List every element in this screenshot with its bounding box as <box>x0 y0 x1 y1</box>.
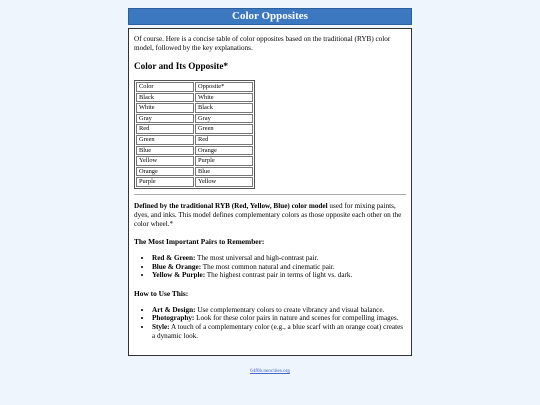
table-row <box>136 124 253 134</box>
page-title-bar <box>128 8 412 25</box>
opposite-cell: Green <box>195 124 253 134</box>
list-item-text: Look for these color pairs in nature and scenes for compelling images. <box>194 314 399 323</box>
content-panel <box>128 28 412 356</box>
list-item-text: The most common natural and cinematic pair. <box>201 262 335 271</box>
opposite-cell: Blue <box>195 167 253 177</box>
color-opposites-table <box>134 80 255 189</box>
list-item <box>152 314 406 323</box>
color-cell: Blue <box>136 146 194 156</box>
model-description-text: used for mixing paints, dyes, and inks. This model defines complementary colors as those opposite each other on the color wheel.* <box>134 201 402 228</box>
usage-list <box>134 306 406 340</box>
list-item-title: Blue & Orange: <box>152 262 202 271</box>
color-cell: Red <box>136 124 194 134</box>
table-row <box>136 114 253 124</box>
column-header: Opposite* <box>195 82 253 92</box>
list-item <box>152 323 406 340</box>
color-cell: Gray <box>136 114 194 124</box>
list-item-title: Photography: <box>152 314 195 323</box>
color-cell: Yellow <box>136 156 194 166</box>
pairs-heading: The Most Important Pairs to Remember: <box>134 236 265 246</box>
table-row <box>136 103 253 113</box>
intro-text: Of course. Here is a concise table of color opposites based on the traditional (RYB) color model, followed by the key explanations. <box>134 35 391 52</box>
pairs-list <box>134 254 406 280</box>
list-item <box>152 306 406 315</box>
list-item-text: Use complementary colors to create vibrancy and visual balance. <box>195 305 385 314</box>
opposite-cell: Gray <box>195 114 253 124</box>
list-item-text: The highest contrast pair in terms of light vs. dark. <box>205 271 353 280</box>
list-item <box>152 271 406 280</box>
list-item-title: Style: <box>152 322 170 331</box>
opposite-cell: Black <box>195 103 253 113</box>
table-heading: Color and Its Opposite* <box>134 61 229 71</box>
list-item-title: Yellow & Purple: <box>152 271 206 280</box>
usage-heading: How to Use This: <box>134 288 189 298</box>
divider <box>134 194 406 195</box>
list-item-title: Art & Design: <box>152 305 196 314</box>
color-cell: Orange <box>136 167 194 177</box>
opposite-cell: Yellow <box>195 177 253 187</box>
color-cell: Purple <box>136 177 194 187</box>
list-item-text: The most universal and high-contrast pair. <box>195 253 319 262</box>
table-row <box>136 135 253 145</box>
table-row <box>136 146 253 156</box>
page-title: Color Opposites <box>232 10 308 22</box>
table-row <box>136 177 253 187</box>
list-item <box>152 254 406 263</box>
model-description <box>134 202 406 229</box>
footer-link[interactable]: 64f6b.neocities.org <box>250 368 290 374</box>
table-row <box>136 167 253 177</box>
column-header: Color <box>136 82 194 92</box>
table-header-row <box>136 82 253 92</box>
list-item-text: A touch of a complementary color (e.g., a blue scarf with an orange coat) creates a dynamic look. <box>152 322 404 340</box>
list-item-title: Red & Green: <box>152 253 196 262</box>
color-cell: Black <box>136 93 194 103</box>
opposite-cell: Purple <box>195 156 253 166</box>
opposite-cell: White <box>195 93 253 103</box>
table-row <box>136 156 253 166</box>
opposite-cell: Red <box>195 135 253 145</box>
color-cell: Green <box>136 135 194 145</box>
table-row <box>136 93 253 103</box>
model-description-bold: Defined by the traditional RYB (Red, Yellow, Blue) color model <box>134 201 328 210</box>
opposite-cell: Orange <box>195 146 253 156</box>
color-cell: White <box>136 103 194 113</box>
list-item <box>152 263 406 272</box>
